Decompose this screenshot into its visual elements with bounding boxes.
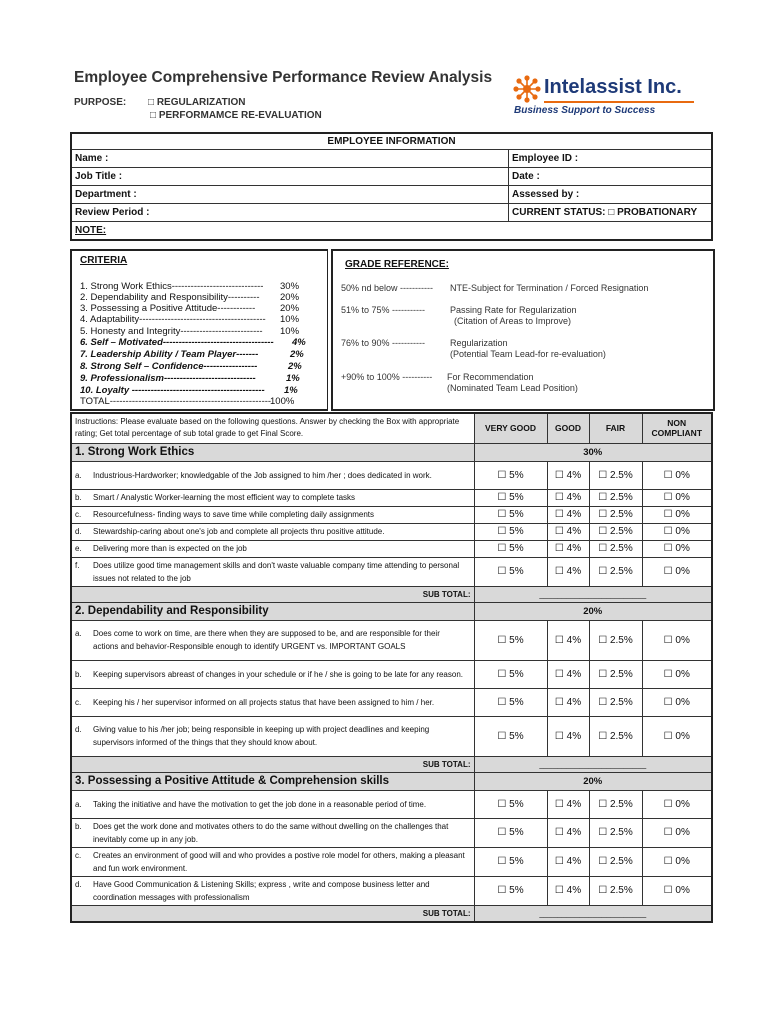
rating-checkbox[interactable]: ☐ 4% (547, 790, 589, 818)
company-logo (512, 74, 702, 118)
assessed-by-field[interactable]: Assessed by : (509, 186, 713, 204)
criteria-item: 9. Professionalism----------------------------- 1% (80, 373, 300, 384)
question-letter: a. (75, 629, 82, 638)
rating-checkbox[interactable]: ☐ 5% (474, 557, 547, 586)
question-letter: b. (75, 493, 82, 502)
question-text: Keeping his / her supervisor informed on all projects status that have been assigned to him / her. (93, 697, 435, 707)
rating-checkbox[interactable]: ☐ 2.5% (589, 540, 642, 557)
question-row (71, 461, 474, 489)
rating-checkbox[interactable]: ☐ 2.5% (589, 790, 642, 818)
note-field[interactable]: NOTE: (71, 222, 712, 241)
question-letter: a. (75, 799, 82, 809)
question-row (71, 540, 474, 557)
rating-checkbox[interactable]: ☐ 2.5% (589, 489, 642, 506)
rating-checkbox[interactable]: ☐ 2.5% (589, 620, 642, 660)
rating-checkbox[interactable]: ☐ 2.5% (589, 660, 642, 688)
question-text: Stewardship-caring about one's job and complete all projects thru positive attitude. (93, 527, 385, 536)
review-period-field[interactable]: Review Period : (71, 204, 509, 222)
job-title-field[interactable]: Job Title : (71, 168, 509, 186)
question-letter: b. (75, 821, 82, 831)
criteria-item: 10. Loyalty ------------------------------------------ 1% (80, 385, 298, 396)
grade-range: 76% to 90% ----------- (341, 338, 426, 348)
rating-checkbox[interactable]: ☐ 0% (642, 557, 712, 586)
rating-checkbox[interactable]: ☐ 4% (547, 506, 589, 523)
rating-checkbox[interactable]: ☐ 5% (474, 489, 547, 506)
grade-description: NTE-Subject for Termination / Forced Resignation (450, 283, 649, 293)
question-row (71, 523, 474, 540)
subtotal-label: SUB TOTAL: (71, 756, 474, 772)
rating-checkbox[interactable]: ☐ 4% (547, 523, 589, 540)
rating-checkbox[interactable]: ☐ 4% (547, 876, 589, 905)
logo-underline (544, 101, 694, 103)
grade-description-note: (Potential Team Lead-for re-evaluation) (450, 349, 606, 359)
grade-description: For Recommendation (447, 372, 534, 382)
question-text: Smart / Analystic Worker-learning the most efficient way to complete tasks (93, 493, 356, 502)
rating-checkbox[interactable]: ☐ 2.5% (589, 688, 642, 716)
rating-checkbox[interactable]: ☐ 2.5% (589, 818, 642, 847)
rating-checkbox[interactable]: ☐ 0% (642, 461, 712, 489)
employee-id-field[interactable]: Employee ID : (509, 150, 713, 168)
current-status-field[interactable]: CURRENT STATUS: □ PROBATIONARY (509, 204, 713, 222)
question-text: Does get the work done and motivates others to do the same without dwelling on the challenges that inevitably come up in any job. (93, 821, 449, 844)
logo-name: Intelassist Inc. (544, 76, 682, 98)
question-letter: b. (75, 669, 82, 679)
question-row (71, 506, 474, 523)
question-row (71, 876, 474, 905)
question-text: Keeping supervisors abreast of changes in your schedule or if he / she is going to be late for any reason. (93, 669, 463, 679)
grade-description-note: (Nominated Team Lead Position) (447, 383, 578, 393)
rating-checkbox[interactable]: ☐ 2.5% (589, 847, 642, 876)
question-letter: d. (75, 527, 82, 536)
rating-column-header: VERY GOOD (474, 413, 547, 443)
criteria-item: 6. Self – Motivated----------------------------------- 4% (80, 337, 306, 348)
question-letter: e. (75, 544, 82, 553)
rating-checkbox[interactable]: ☐ 2.5% (589, 557, 642, 586)
date-field[interactable]: Date : (509, 168, 713, 186)
section-weight: 30% (474, 443, 712, 461)
grade-description: Regularization (450, 338, 508, 348)
question-letter: c. (75, 697, 82, 707)
rating-checkbox[interactable]: ☐ 2.5% (589, 716, 642, 756)
grade-range: 50% nd below ----------- (341, 283, 434, 293)
rating-checkbox[interactable]: ☐ 4% (547, 489, 589, 506)
rating-column-header: GOOD (547, 413, 589, 443)
employee-information-table (70, 132, 713, 241)
rating-checkbox[interactable]: ☐ 5% (474, 790, 547, 818)
question-row (71, 660, 474, 688)
rating-checkbox[interactable]: ☐ 2.5% (589, 523, 642, 540)
question-text: Giving value to his /her job; being responsible in keeping up with project deadlines and keeping supervisors informed of the things that they should know about. (93, 725, 430, 747)
rating-checkbox[interactable]: ☐ 5% (474, 506, 547, 523)
criteria-item: 4. Adaptability---------------------------------------- 10% (80, 314, 300, 325)
department-field[interactable]: Department : (71, 186, 509, 204)
question-text: Does come to work on time, are there when they are supposed to be, and are responsible for their actions and behavior-Responsible enough to identify URGENT vs. IMPORTANT GOALS (93, 629, 440, 651)
section-title: 3. Possessing a Positive Attitude & Comprehension skills (71, 772, 474, 790)
question-row (71, 620, 474, 660)
rating-checkbox[interactable]: ☐ 5% (474, 540, 547, 557)
subtotal-value[interactable]: ________________________ (474, 905, 712, 922)
question-row (71, 790, 474, 818)
question-text: Does utilize good time management skills and don't waste valuable company time attending to personal issues not related to the job (93, 560, 460, 583)
instructions-text: Instructions: Please evaluate based on the following questions. Answer by checking the Box with appropriate rating; Get total percentage of sub total grade to get Final Score. (71, 413, 474, 443)
grade-range: +90% to 100% ---------- (341, 372, 433, 382)
question-row (71, 818, 474, 847)
section-weight: 20% (474, 602, 712, 620)
subtotal-label: SUB TOTAL: (71, 586, 474, 602)
criteria-item: 3. Possessing a Positive Attitude------------ 20% (80, 303, 300, 314)
criteria-item: 8. Strong Self – Confidence----------------- 2% (80, 361, 302, 372)
rating-checkbox[interactable]: ☐ 5% (474, 620, 547, 660)
rating-checkbox[interactable]: ☐ 0% (642, 506, 712, 523)
rating-checkbox[interactable]: ☐ 0% (642, 540, 712, 557)
rating-checkbox[interactable]: ☐ 0% (642, 876, 712, 905)
grade-reference-box (331, 249, 715, 411)
subtotal-value[interactable]: ________________________ (474, 756, 712, 772)
purpose-option-reevaluation[interactable]: □ PERFORMAMCE RE-EVALUATION (150, 110, 322, 121)
rating-column-header: FAIR (589, 413, 642, 443)
rating-checkbox[interactable]: ☐ 4% (547, 660, 589, 688)
section-weight: 20% (474, 772, 712, 790)
rating-checkbox[interactable]: ☐ 4% (547, 688, 589, 716)
criteria-item: 5. Honesty and Integrity-------------------------- 10% (80, 326, 300, 337)
rating-checkbox[interactable]: ☐ 0% (642, 688, 712, 716)
name-field[interactable]: Name : (71, 150, 509, 168)
question-row (71, 847, 474, 876)
question-row (71, 489, 474, 506)
criteria-box (70, 249, 328, 411)
rating-checkbox[interactable]: ☐ 0% (642, 716, 712, 756)
question-text: Have Good Communication & Listening Skills; express , write and compose business letter and coordination messages with professionalism (93, 879, 430, 902)
rating-checkbox[interactable]: ☐ 5% (474, 818, 547, 847)
subtotal-value[interactable]: ________________________ (474, 586, 712, 602)
rating-checkbox[interactable]: ☐ 2.5% (589, 876, 642, 905)
question-letter: c. (75, 850, 82, 860)
rating-checkbox[interactable]: ☐ 0% (642, 818, 712, 847)
question-row (71, 557, 474, 586)
rating-checkbox[interactable]: ☐ 0% (642, 620, 712, 660)
rating-checkbox[interactable]: ☐ 0% (642, 523, 712, 540)
criteria-item: 2. Dependability and Responsibility---------- 20% (80, 292, 300, 303)
rating-checkbox[interactable]: ☐ 5% (474, 660, 547, 688)
rating-checkbox[interactable]: ☐ 0% (642, 660, 712, 688)
subtotal-label: SUB TOTAL: (71, 905, 474, 922)
rating-checkbox[interactable]: ☐ 5% (474, 688, 547, 716)
section-title: 1. Strong Work Ethics (71, 443, 474, 461)
rating-checkbox[interactable]: ☐ 4% (547, 540, 589, 557)
logo-tagline: Business Support to Success (514, 105, 656, 116)
rating-checkbox[interactable]: ☐ 5% (474, 461, 547, 489)
question-row (71, 716, 474, 756)
rating-checkbox[interactable]: ☐ 4% (547, 461, 589, 489)
rating-checkbox[interactable]: ☐ 5% (474, 876, 547, 905)
question-text: Delivering more than is expected on the job (93, 544, 247, 553)
rating-checkbox[interactable]: ☐ 5% (474, 847, 547, 876)
rating-checkbox[interactable]: ☐ 0% (642, 489, 712, 506)
question-letter: c. (75, 510, 82, 519)
question-text: Taking the initiative and have the motivation to get the job done in a reasonable period of time. (93, 799, 427, 809)
criteria-total: TOTAL--------------------------------------------------- 100% (80, 396, 295, 407)
criteria-item: 7. Leadership Ability / Team Player------- 2% (80, 349, 304, 360)
rating-checkbox[interactable]: ☐ 2.5% (589, 461, 642, 489)
purpose-label: PURPOSE: (74, 97, 127, 108)
grade-description-note: (Citation of Areas to Improve) (454, 316, 572, 326)
criteria-item: 1. Strong Work Ethics----------------------------- 30% (80, 281, 300, 292)
rating-column-header: NON COMPLIANT (642, 413, 712, 443)
question-text: Creates an environment of good will and who provides a postive role model for others, making a pleasant and fun work environment. (93, 850, 465, 873)
rating-checkbox[interactable]: ☐ 5% (474, 716, 547, 756)
evaluation-table (70, 412, 713, 923)
employee-info-heading: EMPLOYEE INFORMATION (71, 133, 712, 150)
question-text: Industrious-Hardworker; knowledgable of the Job assigned to him /her ; does dedicated in work. (93, 470, 432, 480)
section-title: 2. Dependability and Responsibility (71, 602, 474, 620)
question-letter: d. (75, 725, 82, 734)
rating-checkbox[interactable]: ☐ 4% (547, 620, 589, 660)
grade-range: 51% to 75% ----------- (341, 305, 426, 315)
document-title: Employee Comprehensive Performance Review Analysis (74, 69, 493, 86)
rating-checkbox[interactable]: ☐ 0% (642, 790, 712, 818)
question-letter: f. (75, 560, 80, 570)
rating-checkbox[interactable]: ☐ 4% (547, 557, 589, 586)
purpose-option-regularization[interactable]: □ REGULARIZATION (148, 97, 246, 108)
question-letter: a. (75, 470, 82, 480)
grade-reference-heading: GRADE REFERENCE: (345, 259, 449, 270)
question-letter: d. (75, 879, 82, 889)
rating-checkbox[interactable]: ☐ 0% (642, 847, 712, 876)
rating-checkbox[interactable]: ☐ 4% (547, 716, 589, 756)
question-text: Resourcefulness- finding ways to save time while completing daily assignments (93, 510, 375, 519)
rating-checkbox[interactable]: ☐ 5% (474, 523, 547, 540)
rating-checkbox[interactable]: ☐ 4% (547, 818, 589, 847)
rating-checkbox[interactable]: ☐ 2.5% (589, 506, 642, 523)
criteria-heading: CRITERIA (80, 255, 128, 266)
grade-description: Passing Rate for Regularization (450, 305, 577, 315)
rating-checkbox[interactable]: ☐ 4% (547, 847, 589, 876)
question-row (71, 688, 474, 716)
starburst-logo-icon (512, 74, 542, 104)
